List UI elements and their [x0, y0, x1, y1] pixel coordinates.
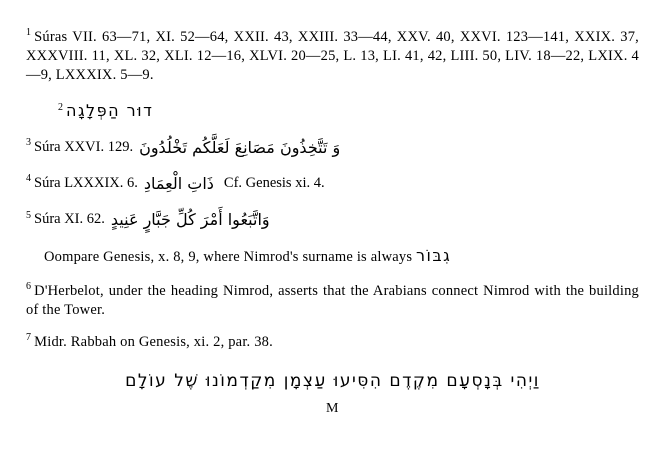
- sura-label: Súra XXVI. 129.: [34, 138, 134, 155]
- arabic-text: ذَاتِ الْعِمَادِ: [143, 174, 214, 194]
- footnote-marker: 7: [26, 332, 32, 344]
- arabic-text: وَ تَتَّخِذُونَ مَصَانِعَ لَعَلَّكُم تَخْلُدُونَ: [139, 137, 341, 157]
- signature-mark: M: [326, 400, 339, 416]
- footnote-marker: 3: [26, 137, 31, 149]
- sura-label: Súra LXXXIX. 6.: [34, 175, 138, 192]
- footnote-marker: 4: [26, 173, 31, 185]
- footnote-marker: 5: [26, 209, 31, 221]
- footnote-text: D'Herbelot, under the heading Nimrod, asserts that the Arabians connect Nimrod with the building of the Tower.: [26, 282, 639, 319]
- cross-reference: Cf. Genesis xi. 4.: [223, 175, 325, 192]
- arabic-text: وَاتَّبَعُوا أَمْرَ كُلِّ جَبَّارٍ عَنِيدٍ: [110, 210, 270, 230]
- footnote-text: Midr. Rabbah on Genesis, xi. 2, par. 38.: [34, 334, 273, 351]
- hebrew-name: גִבּוֹר: [415, 245, 452, 265]
- footnote-marker: 6: [26, 281, 32, 292]
- footnote-5: [26, 209, 639, 232]
- compare-note: [26, 245, 639, 267]
- compare-text: Oompare Genesis, x. 8, 9, where Nimrod's surname is always: [44, 248, 413, 265]
- footnote-2: [26, 100, 639, 122]
- sura-label: Súra XI. 62.: [34, 211, 105, 228]
- footnote-text: Súras VII. 63—71, XI. 52—64, XXII. 43, XXIII. 33—44, XXV. 40, XXVI. 123—141, XXIX. 37, XXXVIII. 11, XL. 32, XLI. 12—16, XLVI. 20—25, L. 13, LI. 41, 42, LIII. 50, LIV. 18—22, LXIX. 4—9, LXXXIX. 5—9.: [26, 28, 639, 84]
- hebrew-quotation: וַיְהִי בְּנָסְעָם מִקֶדֶם הִסִּיעוּ עַצְמָן מִקַדְמוֹנוּ שֶׁל עוֹלָם: [125, 370, 540, 391]
- footnote-marker: 1: [26, 27, 32, 38]
- footnote-7: [26, 331, 639, 352]
- footnote-4: [26, 172, 639, 195]
- footnote-3: [26, 136, 639, 159]
- footnote-1: [26, 26, 639, 86]
- footnote-marker: 2: [58, 101, 63, 113]
- hebrew-text: דוּר הַפְּלָגָה: [66, 100, 154, 120]
- footnote-6: [26, 280, 639, 320]
